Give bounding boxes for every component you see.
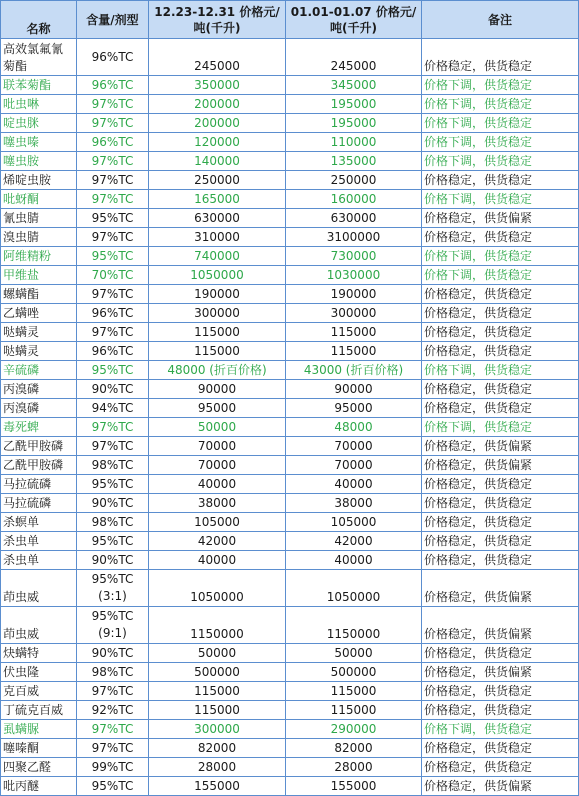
table-row xyxy=(1,494,579,513)
table-row xyxy=(1,171,579,190)
cell-name: 溴虫腈 xyxy=(1,228,77,247)
cell-name: 啶虫脒 xyxy=(1,114,77,133)
cell-note: 价格下调，供货稳定 xyxy=(422,114,579,133)
header-period1: 12.23-12.31 价格元/吨(千升) xyxy=(149,1,286,39)
cell-price-period2: 250000 xyxy=(286,171,422,190)
cell-spec: 96%TC xyxy=(77,133,149,152)
cell-price-period1: 200000 xyxy=(149,95,286,114)
cell-price-period2: 160000 xyxy=(286,190,422,209)
cell-spec: 96%TC xyxy=(77,39,149,76)
cell-name: 噻虫嗪 xyxy=(1,133,77,152)
cell-price-period1: 500000 xyxy=(149,663,286,682)
cell-name: 杀螟单 xyxy=(1,513,77,532)
cell-name: 哒螨灵 xyxy=(1,323,77,342)
cell-price-period1: 310000 xyxy=(149,228,286,247)
table-row xyxy=(1,758,579,777)
cell-price-period2: 500000 xyxy=(286,663,422,682)
header-spec: 含量/剂型 xyxy=(77,1,149,39)
table-row xyxy=(1,114,579,133)
cell-spec: 97%TC xyxy=(77,720,149,739)
cell-spec: 96%TC xyxy=(77,342,149,361)
cell-note: 价格下调，供货稳定 xyxy=(422,190,579,209)
cell-price-period1: 190000 xyxy=(149,285,286,304)
table-row xyxy=(1,532,579,551)
cell-name: 辛硫磷 xyxy=(1,361,77,380)
cell-note: 价格稳定，供货稳定 xyxy=(422,475,579,494)
cell-price-period1: 28000 xyxy=(149,758,286,777)
cell-name: 丁硫克百威 xyxy=(1,701,77,720)
cell-price-period1: 115000 xyxy=(149,342,286,361)
cell-name: 乙酰甲胺磷 xyxy=(1,437,77,456)
cell-price-period1: 1050000 xyxy=(149,266,286,285)
cell-price-period2: 630000 xyxy=(286,209,422,228)
cell-note: 价格下调，供货稳定 xyxy=(422,247,579,266)
cell-spec: 97%TC xyxy=(77,95,149,114)
cell-spec: 95%TC xyxy=(77,777,149,796)
cell-price-period2: 28000 xyxy=(286,758,422,777)
table-row xyxy=(1,513,579,532)
cell-note: 价格下调，供货稳定 xyxy=(422,266,579,285)
table-row xyxy=(1,133,579,152)
cell-note: 价格稳定，供货稳定 xyxy=(422,39,579,76)
cell-note: 价格下调，供货稳定 xyxy=(422,361,579,380)
cell-price-period1: 200000 xyxy=(149,114,286,133)
cell-price-period1: 1150000 xyxy=(149,607,286,644)
cell-name: 丙溴磷 xyxy=(1,399,77,418)
cell-note: 价格稳定，供货偏紧 xyxy=(422,570,579,607)
cell-name: 吡蚜酮 xyxy=(1,190,77,209)
cell-price-period2: 38000 xyxy=(286,494,422,513)
cell-spec: 99%TC xyxy=(77,758,149,777)
cell-spec: 95%TC (3:1) xyxy=(77,570,149,607)
cell-spec: 97%TC xyxy=(77,418,149,437)
table-row xyxy=(1,323,579,342)
cell-name: 噻虫胺 xyxy=(1,152,77,171)
cell-note: 价格下调，供货稳定 xyxy=(422,95,579,114)
cell-spec: 97%TC xyxy=(77,171,149,190)
cell-note: 价格稳定，供货偏紧 xyxy=(422,777,579,796)
cell-name: 毒死蜱 xyxy=(1,418,77,437)
table-row xyxy=(1,266,579,285)
cell-note: 价格稳定，供货稳定 xyxy=(422,342,579,361)
table-row xyxy=(1,551,579,570)
cell-price-period1: 50000 xyxy=(149,418,286,437)
cell-name: 甲维盐 xyxy=(1,266,77,285)
cell-price-period2: 82000 xyxy=(286,739,422,758)
cell-price-period2: 190000 xyxy=(286,285,422,304)
cell-price-period2: 1150000 xyxy=(286,607,422,644)
cell-price-period1: 1050000 xyxy=(149,570,286,607)
cell-price-period2: 42000 xyxy=(286,532,422,551)
table-row xyxy=(1,777,579,796)
cell-note: 价格下调，供货稳定 xyxy=(422,418,579,437)
cell-price-period2: 50000 xyxy=(286,644,422,663)
cell-note: 价格稳定，供货稳定 xyxy=(422,739,579,758)
cell-price-period2: 290000 xyxy=(286,720,422,739)
cell-spec: 95%TC (9:1) xyxy=(77,607,149,644)
table-row xyxy=(1,437,579,456)
cell-price-period2: 70000 xyxy=(286,456,422,475)
cell-spec: 95%TC xyxy=(77,247,149,266)
cell-name: 噻嗪酮 xyxy=(1,739,77,758)
cell-price-period1: 70000 xyxy=(149,456,286,475)
cell-name: 高效氯氟氰菊酯 xyxy=(1,39,77,76)
table-row xyxy=(1,152,579,171)
cell-price-period2: 105000 xyxy=(286,513,422,532)
cell-spec: 97%TC xyxy=(77,682,149,701)
cell-price-period1: 115000 xyxy=(149,323,286,342)
cell-spec: 97%TC xyxy=(77,114,149,133)
cell-spec: 92%TC xyxy=(77,701,149,720)
table-row xyxy=(1,247,579,266)
table-row xyxy=(1,701,579,720)
cell-spec: 97%TC xyxy=(77,437,149,456)
table-row xyxy=(1,418,579,437)
table-row xyxy=(1,475,579,494)
cell-name: 哒螨灵 xyxy=(1,342,77,361)
cell-spec: 97%TC xyxy=(77,323,149,342)
cell-price-period1: 155000 xyxy=(149,777,286,796)
table-row xyxy=(1,39,579,76)
cell-name: 吡虫啉 xyxy=(1,95,77,114)
cell-note: 价格稳定，供货稳定 xyxy=(422,323,579,342)
table-row xyxy=(1,76,579,95)
cell-price-period2: 43000 (折百价格) xyxy=(286,361,422,380)
cell-price-period1: 300000 xyxy=(149,720,286,739)
header-row xyxy=(1,1,579,39)
cell-note: 价格稳定，供货稳定 xyxy=(422,758,579,777)
cell-name: 烯啶虫胺 xyxy=(1,171,77,190)
cell-note: 价格稳定，供货偏紧 xyxy=(422,456,579,475)
cell-name: 茚虫威 xyxy=(1,607,77,644)
cell-price-period1: 48000 (折百价格) xyxy=(149,361,286,380)
table-row xyxy=(1,380,579,399)
cell-spec: 95%TC xyxy=(77,532,149,551)
table-row xyxy=(1,342,579,361)
cell-spec: 98%TC xyxy=(77,663,149,682)
cell-name: 吡丙醚 xyxy=(1,777,77,796)
table-row xyxy=(1,644,579,663)
table-row xyxy=(1,399,579,418)
table-row xyxy=(1,607,579,644)
cell-price-period2: 115000 xyxy=(286,682,422,701)
cell-note: 价格下调，供货稳定 xyxy=(422,133,579,152)
table-row xyxy=(1,285,579,304)
cell-price-period2: 115000 xyxy=(286,701,422,720)
cell-price-period2: 245000 xyxy=(286,39,422,76)
table-row xyxy=(1,682,579,701)
cell-note: 价格稳定，供货偏紧 xyxy=(422,663,579,682)
cell-price-period2: 730000 xyxy=(286,247,422,266)
table-row xyxy=(1,739,579,758)
cell-note: 价格稳定，供货偏紧 xyxy=(422,607,579,644)
cell-price-period1: 38000 xyxy=(149,494,286,513)
cell-name: 伏虫隆 xyxy=(1,663,77,682)
table-row xyxy=(1,720,579,739)
cell-spec: 90%TC xyxy=(77,644,149,663)
cell-note: 价格稳定，供货稳定 xyxy=(422,701,579,720)
cell-price-period1: 120000 xyxy=(149,133,286,152)
cell-price-period2: 115000 xyxy=(286,342,422,361)
cell-spec: 94%TC xyxy=(77,399,149,418)
table-body xyxy=(1,39,579,796)
cell-price-period1: 90000 xyxy=(149,380,286,399)
cell-note: 价格稳定，供货偏紧 xyxy=(422,437,579,456)
cell-name: 氰虫腈 xyxy=(1,209,77,228)
cell-name: 杀虫单 xyxy=(1,532,77,551)
cell-note: 价格稳定，供货稳定 xyxy=(422,494,579,513)
cell-price-period1: 70000 xyxy=(149,437,286,456)
cell-note: 价格下调，供货稳定 xyxy=(422,152,579,171)
cell-price-period1: 95000 xyxy=(149,399,286,418)
cell-price-period1: 40000 xyxy=(149,475,286,494)
cell-price-period2: 115000 xyxy=(286,323,422,342)
cell-spec: 90%TC xyxy=(77,494,149,513)
cell-note: 价格稳定，供货稳定 xyxy=(422,513,579,532)
cell-spec: 97%TC xyxy=(77,190,149,209)
cell-price-period2: 300000 xyxy=(286,304,422,323)
cell-price-period1: 50000 xyxy=(149,644,286,663)
cell-spec: 98%TC xyxy=(77,456,149,475)
cell-name: 阿维精粉 xyxy=(1,247,77,266)
cell-spec: 90%TC xyxy=(77,380,149,399)
cell-name: 马拉硫磷 xyxy=(1,494,77,513)
cell-spec: 96%TC xyxy=(77,76,149,95)
cell-name: 联苯菊酯 xyxy=(1,76,77,95)
table-row xyxy=(1,304,579,323)
cell-name: 炔螨特 xyxy=(1,644,77,663)
cell-price-period2: 195000 xyxy=(286,114,422,133)
cell-spec: 97%TC xyxy=(77,228,149,247)
cell-price-period2: 40000 xyxy=(286,551,422,570)
cell-note: 价格稳定，供货稳定 xyxy=(422,304,579,323)
cell-price-period2: 40000 xyxy=(286,475,422,494)
cell-price-period1: 165000 xyxy=(149,190,286,209)
cell-spec: 97%TC xyxy=(77,152,149,171)
cell-note: 价格稳定，供货稳定 xyxy=(422,380,579,399)
cell-price-period1: 105000 xyxy=(149,513,286,532)
table-row xyxy=(1,361,579,380)
table-row xyxy=(1,209,579,228)
cell-name: 螺螨酯 xyxy=(1,285,77,304)
cell-note: 价格稳定，供货稳定 xyxy=(422,551,579,570)
cell-price-period2: 48000 xyxy=(286,418,422,437)
cell-price-period2: 3100000 xyxy=(286,228,422,247)
cell-price-period2: 345000 xyxy=(286,76,422,95)
cell-price-period1: 42000 xyxy=(149,532,286,551)
cell-name: 克百威 xyxy=(1,682,77,701)
cell-price-period2: 135000 xyxy=(286,152,422,171)
header-name: 名称 xyxy=(1,1,77,39)
cell-price-period1: 740000 xyxy=(149,247,286,266)
cell-spec: 95%TC xyxy=(77,361,149,380)
cell-spec: 98%TC xyxy=(77,513,149,532)
cell-price-period1: 140000 xyxy=(149,152,286,171)
cell-spec: 95%TC xyxy=(77,475,149,494)
cell-note: 价格稳定，供货稳定 xyxy=(422,228,579,247)
cell-price-period2: 1050000 xyxy=(286,570,422,607)
table-row xyxy=(1,456,579,475)
cell-spec: 97%TC xyxy=(77,285,149,304)
cell-name: 丙溴磷 xyxy=(1,380,77,399)
cell-note: 价格稳定，供货稳定 xyxy=(422,171,579,190)
cell-price-period2: 110000 xyxy=(286,133,422,152)
cell-price-period1: 82000 xyxy=(149,739,286,758)
cell-price-period1: 300000 xyxy=(149,304,286,323)
cell-note: 价格稳定，供货稳定 xyxy=(422,682,579,701)
cell-price-period1: 245000 xyxy=(149,39,286,76)
cell-spec: 95%TC xyxy=(77,209,149,228)
cell-spec: 90%TC xyxy=(77,551,149,570)
cell-spec: 97%TC xyxy=(77,739,149,758)
cell-note: 价格稳定，供货偏紧 xyxy=(422,209,579,228)
cell-price-period2: 70000 xyxy=(286,437,422,456)
cell-price-period2: 90000 xyxy=(286,380,422,399)
table-row xyxy=(1,663,579,682)
cell-name: 马拉硫磷 xyxy=(1,475,77,494)
cell-price-period1: 115000 xyxy=(149,682,286,701)
cell-name: 杀虫单 xyxy=(1,551,77,570)
cell-note: 价格稳定，供货稳定 xyxy=(422,285,579,304)
cell-name: 乙酰甲胺磷 xyxy=(1,456,77,475)
cell-price-period1: 115000 xyxy=(149,701,286,720)
cell-spec: 70%TC xyxy=(77,266,149,285)
cell-name: 乙螨唑 xyxy=(1,304,77,323)
cell-note: 价格稳定，供货稳定 xyxy=(422,532,579,551)
header-note: 备注 xyxy=(422,1,579,39)
cell-price-period2: 195000 xyxy=(286,95,422,114)
cell-note: 价格稳定，供货稳定 xyxy=(422,399,579,418)
cell-spec: 96%TC xyxy=(77,304,149,323)
table-row xyxy=(1,190,579,209)
cell-price-period2: 155000 xyxy=(286,777,422,796)
table-row xyxy=(1,570,579,607)
cell-note: 价格稳定，供货稳定 xyxy=(422,644,579,663)
cell-name: 四聚乙醛 xyxy=(1,758,77,777)
cell-price-period2: 95000 xyxy=(286,399,422,418)
cell-name: 虱螨脲 xyxy=(1,720,77,739)
cell-note: 价格下调，供货稳定 xyxy=(422,720,579,739)
cell-price-period1: 250000 xyxy=(149,171,286,190)
cell-price-period1: 40000 xyxy=(149,551,286,570)
header-period2: 01.01-01.07 价格元/吨(千升) xyxy=(286,1,422,39)
cell-name: 茚虫威 xyxy=(1,570,77,607)
table-row xyxy=(1,228,579,247)
cell-price-period2: 1030000 xyxy=(286,266,422,285)
cell-price-period1: 630000 xyxy=(149,209,286,228)
cell-note: 价格下调，供货稳定 xyxy=(422,76,579,95)
cell-price-period1: 350000 xyxy=(149,76,286,95)
table-row xyxy=(1,95,579,114)
